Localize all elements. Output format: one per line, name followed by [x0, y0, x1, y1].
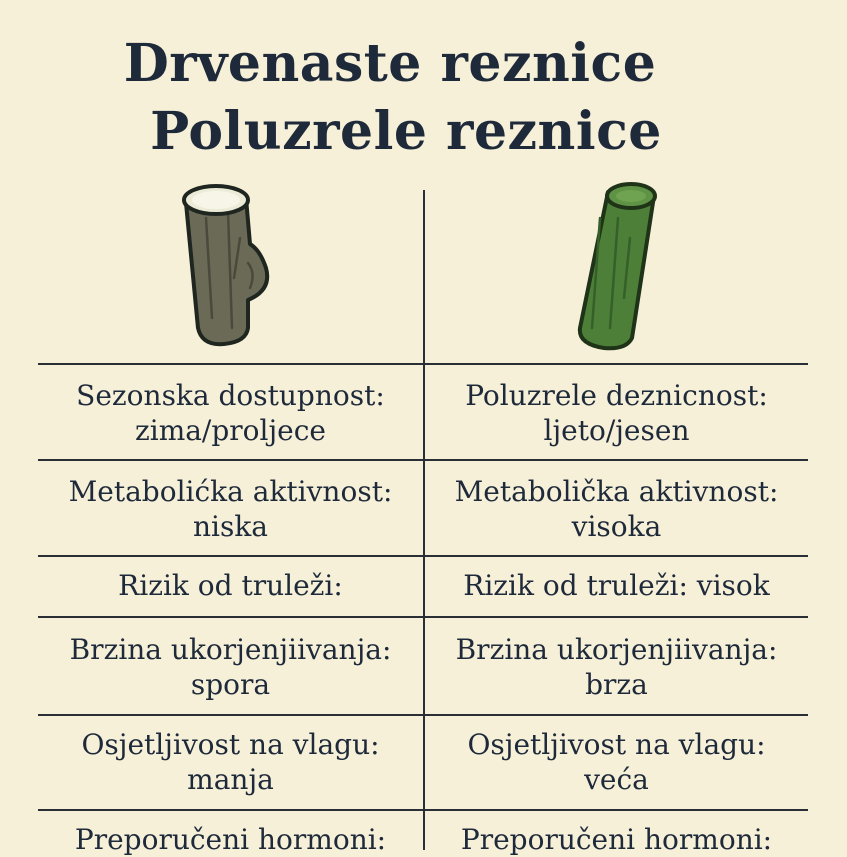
cell-left-moisture-sensitivity [38, 727, 423, 797]
cell-label: Brzina ukorjenjiivanja: [455, 633, 778, 666]
cell-value: veća [584, 763, 649, 796]
page-title: Drvenaste reznice [123, 33, 657, 94]
cell-label: Osjetljivost na vlagu: [81, 728, 380, 761]
cell-value: brza [585, 668, 648, 701]
cell-label: Metabolička aktivnost: [454, 475, 779, 508]
cell-value: spora [190, 668, 271, 701]
cell-value: manja [187, 763, 274, 796]
cell-value: zima/proljece [134, 414, 326, 447]
row-divider [38, 714, 808, 716]
cell-value: niska [192, 510, 269, 543]
page-subtitle: Poluzrele reznice [150, 101, 662, 162]
woody-stem-icon [176, 178, 276, 354]
cell-left-rot-risk [38, 568, 423, 603]
row-divider [38, 555, 808, 557]
cell-right-metabolic-activity [425, 474, 808, 544]
cell-left-seasonal-availability [38, 378, 423, 448]
row-divider [38, 809, 808, 811]
cell-left-rooting-speed [38, 632, 423, 702]
row-divider [38, 616, 808, 618]
cell-value: visoka [571, 510, 662, 543]
cell-value: ljeto/jesen [543, 414, 690, 447]
cell-label: Osjetljivost na vlagu: [467, 728, 766, 761]
cell-right-rooting-speed [425, 632, 808, 702]
cell-label: Rizik od truleži: [118, 569, 343, 602]
cell-label: Preporučeni hormoni: [74, 823, 387, 856]
cell-right-seasonal-availability [425, 378, 808, 448]
cell-right-rot-risk [425, 568, 808, 603]
cell-right-moisture-sensitivity [425, 727, 808, 797]
cell-label: Metabolićka aktivnost: [68, 475, 393, 508]
row-divider [38, 459, 808, 461]
cell-label: Rizik od truleži: visok [463, 569, 770, 602]
row-divider [38, 363, 808, 365]
cell-left-recommended-hormones [38, 822, 423, 857]
cell-label: Preporučeni hormoni: [460, 823, 773, 856]
green-stem-icon [570, 178, 666, 354]
cell-left-metabolic-activity [38, 474, 423, 544]
cell-label: Sezonska dostupnost: [76, 379, 385, 412]
cell-right-recommended-hormones [425, 822, 808, 857]
cell-label: Brzina ukorjenjiivanja: [69, 633, 392, 666]
cell-label: Poluzrele deznicnost: [465, 379, 768, 412]
